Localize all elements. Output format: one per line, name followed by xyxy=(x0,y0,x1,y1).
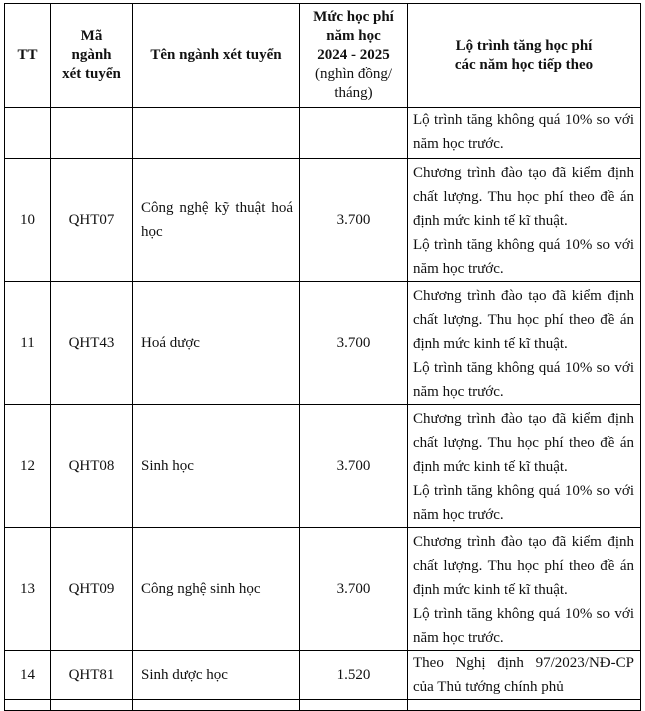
cell-roadmap xyxy=(408,282,641,405)
roadmap-paragraph: Chương trình đào tạo đã kiểm định chất lượng. Thu học phí theo đề án định mức kinh tế kĩ thuật. xyxy=(413,288,634,352)
table-row xyxy=(5,528,641,651)
cell-fee xyxy=(300,108,408,159)
cell-tt: 13 xyxy=(5,528,51,651)
roadmap-paragraph: Theo Nghị định 97/2023/NĐ-CP của Thủ tướng chính phủ xyxy=(413,655,634,695)
cell-code: QHT81 xyxy=(51,651,133,700)
cell-code: QHT07 xyxy=(51,159,133,282)
table-row-cutoff xyxy=(5,700,641,711)
table-row xyxy=(5,282,641,405)
table-row xyxy=(5,405,641,528)
cell-name: Công nghệ kỹ thuật hoá học xyxy=(133,159,300,282)
cell-roadmap xyxy=(408,405,641,528)
cell-code xyxy=(51,108,133,159)
tuition-table xyxy=(4,3,641,711)
header-row xyxy=(5,4,641,108)
cell-roadmap xyxy=(408,651,641,700)
header-code-line: ngành xyxy=(71,47,112,63)
cell-code: QHT43 xyxy=(51,282,133,405)
cell-fee: 3.700 xyxy=(300,282,408,405)
header-fee-line: năm học xyxy=(326,28,381,44)
roadmap-paragraph: Lộ trình tăng không quá 10% so với năm học trước. xyxy=(413,360,634,400)
header-code-line: Mã xyxy=(80,28,103,44)
cell-fee: 3.700 xyxy=(300,405,408,528)
cell-tt: 12 xyxy=(5,405,51,528)
cell-fee: 1.520 xyxy=(300,651,408,700)
header-roadmap-line: các năm học tiếp theo xyxy=(454,56,594,73)
cell-roadmap xyxy=(408,108,641,159)
cell-code: QHT08 xyxy=(51,405,133,528)
roadmap-paragraph: Lộ trình tăng không quá 10% so với năm học trước. xyxy=(413,112,634,152)
cell-empty xyxy=(300,700,408,711)
header-roadmap xyxy=(408,4,641,108)
cell-name: Sinh dược học xyxy=(133,651,300,700)
roadmap-paragraph: Lộ trình tăng không quá 10% so với năm học trước. xyxy=(413,237,634,277)
header-tt-label: TT xyxy=(17,47,38,63)
cell-roadmap xyxy=(408,528,641,651)
header-fee-unit: (nghìn đồng/ xyxy=(314,66,393,82)
cell-name: Công nghệ sinh học xyxy=(133,528,300,651)
cell-tt: 14 xyxy=(5,651,51,700)
cell-name xyxy=(133,108,300,159)
cell-name: Sinh học xyxy=(133,405,300,528)
cell-fee: 3.700 xyxy=(300,159,408,282)
table-row-continuation xyxy=(5,108,641,159)
cell-tt xyxy=(5,108,51,159)
cell-empty xyxy=(408,700,641,711)
roadmap-paragraph: Lộ trình tăng không quá 10% so với năm học trước. xyxy=(413,483,634,523)
table-row xyxy=(5,159,641,282)
cell-empty xyxy=(5,700,51,711)
cell-tt: 10 xyxy=(5,159,51,282)
header-roadmap-line: Lộ trình tăng học phí xyxy=(455,37,593,54)
cell-empty xyxy=(133,700,300,711)
cell-empty xyxy=(51,700,133,711)
cell-code: QHT09 xyxy=(51,528,133,651)
cell-name: Hoá dược xyxy=(133,282,300,405)
roadmap-paragraph: Lộ trình tăng không quá 10% so với năm học trước. xyxy=(413,606,634,646)
cell-tt: 11 xyxy=(5,282,51,405)
header-name xyxy=(133,4,300,108)
cell-roadmap xyxy=(408,159,641,282)
table-row xyxy=(5,651,641,700)
header-code xyxy=(51,4,133,108)
header-fee-line: Mức học phí xyxy=(313,9,394,25)
header-code-line: xét tuyển xyxy=(62,66,121,82)
header-fee-unit: tháng) xyxy=(334,85,373,101)
header-fee-line: 2024 - 2025 xyxy=(317,47,390,63)
header-name-label: Tên ngành xét tuyển xyxy=(150,47,282,63)
roadmap-paragraph: Chương trình đào tạo đã kiểm định chất lượng. Thu học phí theo đề án định mức kinh tế kĩ thuật. xyxy=(413,534,634,598)
cell-fee: 3.700 xyxy=(300,528,408,651)
header-fee xyxy=(300,4,408,108)
header-tt xyxy=(5,4,51,108)
roadmap-paragraph: Chương trình đào tạo đã kiểm định chất lượng. Thu học phí theo đề án định mức kinh tế kĩ thuật. xyxy=(413,165,634,229)
roadmap-paragraph: Chương trình đào tạo đã kiểm định chất lượng. Thu học phí theo đề án định mức kinh tế kĩ thuật. xyxy=(413,411,634,475)
